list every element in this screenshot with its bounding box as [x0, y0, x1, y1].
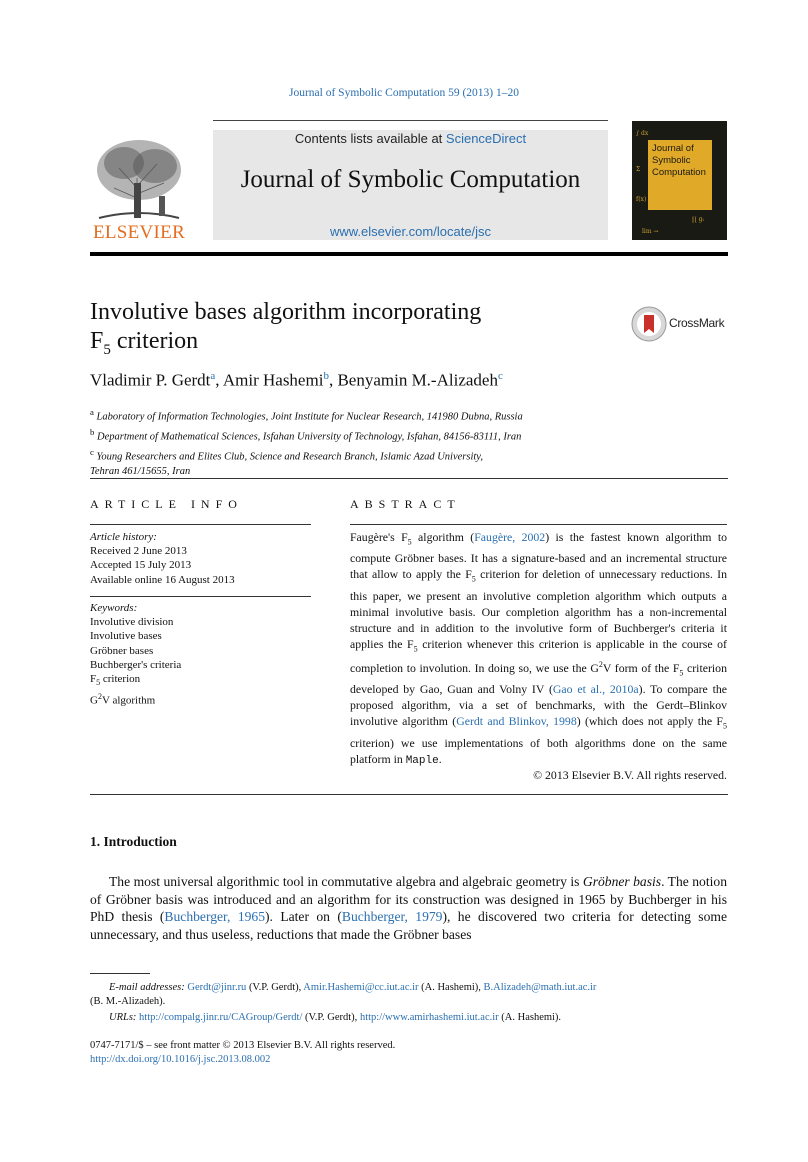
publisher-wordmark: ELSEVIER: [92, 222, 186, 243]
text-run: . The notion of Gröbner basis was introduced and an algorithm for its construction was designed in 1965 by Buchberger in his PhD thesis (: [90, 874, 728, 924]
svg-text:∏ gᵢ: ∏ gᵢ: [692, 216, 704, 223]
abstract-run: criterion whenever this criterion is applicable in the course of completion to involution. In doing so, we use the G: [350, 636, 727, 675]
keyword: $G^2V$ algorithm: [90, 692, 156, 708]
author-list: Vladimir P. Gerdt$^a$, Amir Hashemi$^b$, Benyamin M.-Alizadeh$^c$: [90, 370, 503, 390]
urls-label: URLs:: [109, 1012, 137, 1023]
affiliation-mark: a: [90, 407, 94, 417]
subscript: 5: [407, 537, 412, 547]
title-line-2: [90, 327, 610, 365]
sciencedirect-link[interactable]: ScienceDirect: [445, 131, 527, 146]
section-rule: [90, 794, 728, 795]
affiliation-mark: b: [90, 427, 95, 437]
author-affiliation-mark[interactable]: a: [210, 370, 216, 382]
keyword: Involutive division: [90, 616, 174, 629]
url-link[interactable]: http://www.amirhashemi.iut.ac.ir: [359, 1012, 499, 1023]
header-thick-rule: [90, 252, 728, 256]
software-name: Maple: [405, 754, 439, 767]
citation-link[interactable]: Faugère, 2002: [474, 530, 546, 544]
doi-link[interactable]: http://dx.doi.org/10.1016/j.jsc.2013.08.002: [90, 1054, 271, 1065]
email-link[interactable]: Amir.Hashemi@cc.iut.ac.ir: [303, 982, 419, 993]
url-link[interactable]: http://compalg.jinr.ru/CAGroup/Gerdt/: [139, 1012, 303, 1023]
email-owner: (V.P. Gerdt),: [246, 982, 304, 993]
urls-footnote: [90, 1011, 730, 1025]
keyword: Gröbner bases: [90, 644, 154, 657]
affiliation: [90, 445, 650, 465]
keyword: Involutive bases: [90, 630, 162, 643]
abstract-run: ) is the fastest known algorithm to compute Gröbner bases. It has a signature-based and an incremental structure that allow to apply the F: [350, 530, 728, 582]
section-heading: 1. Introduction: [90, 834, 177, 849]
history-item: Available online 16 August 2013: [90, 573, 235, 586]
superscript: 2: [598, 660, 603, 670]
section-rule: [90, 478, 728, 479]
affiliation-text: Laboratory of Information Technologies, Joint Institute for Nuclear Research, 141980 Dubna, Russia: [96, 411, 523, 423]
email-footnote: [90, 981, 730, 995]
crossmark-icon: [631, 306, 667, 342]
keyword: Buchberger's criteria: [90, 658, 182, 671]
author-name[interactable]: Benyamin M.-Alizadeh: [337, 370, 498, 390]
abstract-run: Faugère's F: [350, 530, 408, 544]
affiliation-text: Department of Mathematical Sciences, Isfahan University of Technology, Isfahan, 84156-83111, Iran: [97, 431, 522, 443]
subscript: 5: [722, 721, 727, 731]
abstract-run: .: [438, 751, 442, 766]
journal-url-link[interactable]: www.elsevier.com/locate/jsc: [329, 224, 492, 239]
citation-link[interactable]: Buchberger, 1979: [341, 909, 443, 924]
subscript: 5: [471, 574, 476, 584]
info-rule: [90, 524, 311, 525]
title-rest: criterion: [110, 328, 199, 354]
email-label: E-mail addresses:: [109, 982, 185, 993]
history-item: Accepted 15 July 2013: [90, 559, 192, 572]
citation-link[interactable]: Gerdt and Blinkov, 1998: [456, 714, 577, 729]
affiliation-mark: c: [90, 447, 94, 457]
abstract-run: algorithm (: [411, 530, 475, 544]
cover-title-line: Symbolic: [652, 155, 691, 166]
author-affiliation-mark[interactable]: b: [323, 370, 329, 382]
abstract-run: criterion) we use implementations of both algorithms done on the same platform in: [350, 735, 727, 766]
keywords-label: Keywords:: [90, 602, 138, 614]
article-info-heading: ARTICLE INFO: [90, 497, 243, 511]
subscript: 5: [679, 668, 684, 678]
issn-line: 0747-7171/$ – see front matter © 2013 Elsevier B.V. All rights reserved.: [90, 1040, 396, 1051]
email-link[interactable]: B.Alizadeh@math.iut.ac.ir: [483, 982, 597, 993]
url-owner: (A. Hashemi).: [498, 1012, 562, 1023]
text-run: ). Later on (: [265, 909, 342, 924]
affiliation: [90, 425, 650, 445]
article-history: [90, 530, 235, 587]
text-run: ), he discovered two criteria for detecting some unnecessary, and thus useless, reductions that made the Gröbner bases: [90, 909, 727, 942]
abstract-heading: ABSTRACT: [350, 497, 461, 511]
keyword: $F_5$ criterion: [90, 673, 141, 688]
subscript: 5: [413, 644, 418, 654]
abstract-run: V form of the F: [602, 661, 680, 675]
keywords: [90, 601, 181, 708]
article-title: [90, 298, 610, 365]
author-affiliation-mark[interactable]: c: [497, 370, 503, 382]
contents-line: [213, 131, 608, 146]
affiliation: [90, 405, 650, 425]
crossmark-label: CrossMark: [669, 316, 725, 330]
title-subscript: 5: [103, 341, 111, 358]
svg-text:∫ dx: ∫ dx: [636, 130, 649, 137]
cover-title-line: Computation: [652, 167, 706, 178]
contents-prefix: Contents lists available at: [294, 131, 446, 146]
cover-title-line: Journal of: [652, 143, 694, 154]
svg-text:lim →: lim →: [642, 228, 659, 235]
author-name[interactable]: Amir Hashemi: [222, 370, 324, 390]
affiliations: [90, 405, 650, 480]
cover-title: [652, 143, 712, 179]
text-run: The most universal algorithmic tool in commutative algebra and algebraic geometry is: [109, 874, 583, 889]
history-label: Article history:: [90, 531, 157, 543]
citation-link[interactable]: Gao et al., 2010a: [552, 682, 639, 697]
title-f: F: [90, 328, 104, 354]
history-item: Received 2 June 2013: [90, 545, 187, 558]
crossmark-button[interactable]: [631, 306, 751, 342]
abstract-text: [350, 529, 727, 769]
affiliation-text: Young Researchers and Elites Club, Science and Research Branch, Islamic Azad University,: [96, 451, 484, 463]
abstract-run: criterion for deletion of unnecessary reductions. In this paper, we present an involutive completion algorithm which outputs a minimal involutive basis. Our completion algorithm has a non-incremental structure and in addition to the involutive form of Buchberger's criteria it applies the F: [350, 567, 728, 651]
abstract-run: ) (which does not apply the F: [576, 714, 723, 729]
intro-paragraph: [90, 873, 727, 943]
citation-link[interactable]: Buchberger, 1965: [164, 909, 266, 924]
email-footnote-tail: (B. M.-Alizadeh).: [90, 996, 166, 1007]
footnote-rule: [90, 973, 150, 974]
abstract-run: ). To compare the proposed algorithm, via a set of benchmarks, with the Gerdt–Blinkov involutive algorithm (: [350, 682, 727, 729]
svg-text:Σ: Σ: [636, 166, 641, 173]
email-owner: (A. Hashemi),: [418, 982, 484, 993]
affiliation-text: Tehran 461/15655, Iran: [90, 466, 191, 477]
emphasis: Gröbner basis: [582, 874, 662, 889]
header-rule: [213, 120, 608, 121]
url-owner: (V.P. Gerdt),: [302, 1012, 360, 1023]
journal-reference[interactable]: Journal of Symbolic Computation 59 (2013) 1–20: [289, 87, 519, 99]
email-link[interactable]: Gerdt@jinr.ru: [187, 982, 247, 993]
author-name[interactable]: Vladimir P. Gerdt: [90, 370, 211, 390]
title-line-1: Involutive bases algorithm incorporating: [90, 299, 482, 325]
info-rule: [90, 596, 311, 597]
svg-text:f(x): f(x): [636, 196, 647, 203]
abstract-run: criterion developed by Gao, Guan and Volny IV (: [350, 661, 727, 697]
journal-title: Journal of Symbolic Computation: [240, 166, 581, 193]
abstract-rule: [350, 524, 727, 525]
abstract-copyright: © 2013 Elsevier B.V. All rights reserved.: [533, 768, 727, 782]
